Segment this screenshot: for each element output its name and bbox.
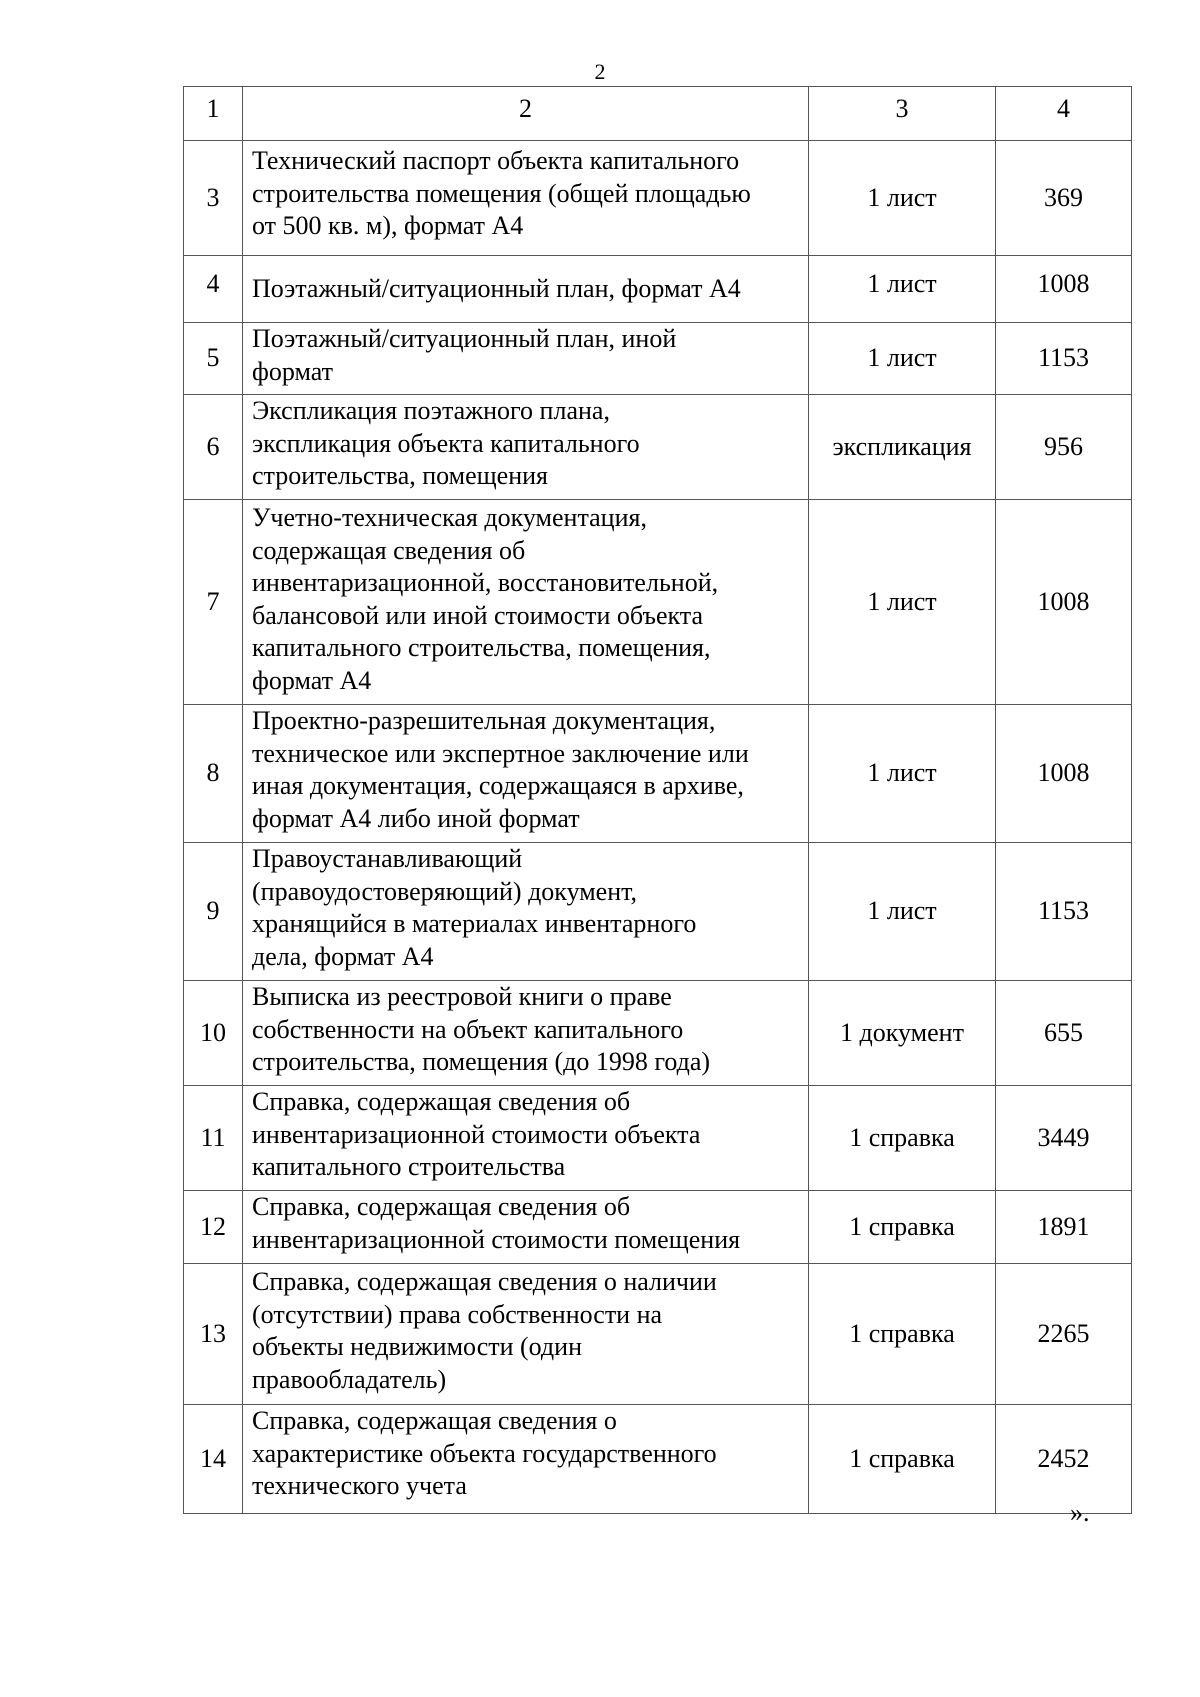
description-line: строительства, помещения	[252, 461, 549, 490]
description-line: техническое или экспертное заключение или	[252, 738, 749, 768]
description-line: формат А4 либо иной формат	[252, 803, 580, 833]
row-unit: 1 справка	[809, 1191, 996, 1264]
row-number: 11	[184, 1086, 243, 1191]
description-line: от 500 кв. м), формат А4	[252, 211, 524, 240]
row-unit: 1 лист	[809, 256, 996, 323]
row-description	[243, 981, 809, 1086]
description-line: иная документация, содержащаяся в архиве,	[252, 771, 744, 800]
row-description	[243, 256, 809, 323]
row-unit: 1 справка	[809, 1264, 996, 1405]
row-unit: 1 справка	[809, 1405, 996, 1514]
row-number: 13	[184, 1264, 243, 1405]
row-unit: 1 лист	[809, 500, 996, 705]
description-line: (отсутствии) права собственности на	[252, 1299, 663, 1329]
row-description	[243, 323, 809, 395]
table-row	[184, 843, 1132, 981]
table-row	[184, 1191, 1132, 1264]
page-number: 2	[594, 59, 606, 84]
row-price: 956	[996, 395, 1132, 500]
row-number: 14	[184, 1405, 243, 1514]
row-description	[243, 1264, 809, 1405]
description-line: строительства, помещения (до 1998 года)	[252, 1047, 711, 1076]
row-price: 2265	[996, 1264, 1132, 1405]
table-row	[184, 141, 1132, 256]
description-line: Технический паспорт объекта капитального	[252, 146, 740, 175]
row-description	[243, 843, 809, 981]
row-price: 1153	[996, 843, 1132, 981]
description-line: правообладатель)	[252, 1364, 447, 1394]
row-description	[243, 705, 809, 843]
row-number: 12	[184, 1191, 243, 1264]
description-line: Поэтажный/ситуационный план, формат А4	[252, 273, 741, 303]
row-number: 7	[184, 500, 243, 705]
table-row	[184, 256, 1132, 323]
description-line: Справка, содержащая сведения о	[252, 1406, 617, 1435]
description-line: инвентаризационной, восстановительной,	[252, 568, 719, 597]
fee-table	[183, 86, 1132, 1514]
table-row	[184, 1086, 1132, 1191]
description-line: инвентаризационной стоимости объекта	[252, 1119, 701, 1149]
description-line: хранящийся в материалах инвентарного	[252, 909, 697, 938]
row-unit: 1 документ	[809, 981, 996, 1086]
description-line: экспликация объекта капитального	[252, 428, 640, 458]
row-number: 6	[184, 395, 243, 500]
description-line: Справка, содержащая сведения об	[252, 1192, 631, 1221]
table-row	[184, 500, 1132, 705]
description-line: Правоустанавливающий	[252, 844, 523, 873]
row-description	[243, 1086, 809, 1191]
description-line: Справка, содержащая сведения об	[252, 1087, 631, 1116]
row-price: 2452	[996, 1405, 1132, 1514]
row-number: 5	[184, 323, 243, 395]
closing-quote-mark: ».	[1070, 1498, 1090, 1527]
row-price: 1891	[996, 1191, 1132, 1264]
description-line: содержащая сведения об	[252, 535, 526, 565]
row-number: 3	[184, 141, 243, 256]
row-description	[243, 1405, 809, 1514]
row-number: 4	[184, 256, 243, 323]
description-line: формат	[252, 356, 333, 386]
description-line: балансовой или иной стоимости объекта	[252, 600, 703, 630]
row-description	[243, 395, 809, 500]
row-price: 655	[996, 981, 1132, 1086]
row-number: 10	[184, 981, 243, 1086]
description-line: Проектно-разрешительная документация,	[252, 706, 716, 735]
row-unit: 1 лист	[809, 323, 996, 395]
column-header-4: 4	[996, 87, 1132, 141]
table-row	[184, 981, 1132, 1086]
row-description	[243, 1191, 809, 1264]
description-line: объекты недвижимости (один	[252, 1332, 582, 1361]
description-line: Экспликация поэтажного плана,	[252, 396, 610, 425]
description-line: капитального строительства, помещения,	[252, 633, 711, 662]
description-line: технического учета	[252, 1471, 467, 1500]
row-unit: 1 лист	[809, 843, 996, 981]
row-unit: экспликация	[809, 395, 996, 500]
table-row	[184, 1264, 1132, 1405]
description-line: характеристике объекта государственного	[252, 1438, 717, 1468]
column-header-3: 3	[809, 87, 996, 141]
description-line: Справка, содержащая сведения о наличии	[252, 1267, 717, 1296]
description-line: формат А4	[252, 665, 372, 695]
description-line: (правоудостоверяющий) документ,	[252, 876, 638, 906]
description-line: Выписка из реестровой книги о праве	[252, 982, 672, 1011]
description-line: инвентаризационной стоимости помещения	[252, 1224, 741, 1254]
table-row	[184, 705, 1132, 843]
column-header-1: 1	[184, 87, 243, 141]
description-line: Учетно-техническая документация,	[252, 503, 647, 532]
description-line: строительства помещения (общей площадью	[252, 178, 751, 208]
row-description	[243, 141, 809, 256]
row-unit: 1 справка	[809, 1086, 996, 1191]
column-header-2: 2	[243, 87, 809, 141]
row-price: 1008	[996, 500, 1132, 705]
row-description	[243, 500, 809, 705]
description-line: Поэтажный/ситуационный план, иной	[252, 324, 677, 353]
row-number: 8	[184, 705, 243, 843]
row-price: 1008	[996, 705, 1132, 843]
row-unit: 1 лист	[809, 705, 996, 843]
description-line: дела, формат А4	[252, 941, 434, 971]
table-header-row	[184, 87, 1132, 141]
row-price: 369	[996, 141, 1132, 256]
row-price: 3449	[996, 1086, 1132, 1191]
table-row	[184, 323, 1132, 395]
row-price: 1153	[996, 323, 1132, 395]
row-price: 1008	[996, 256, 1132, 323]
description-line: капитального строительства	[252, 1152, 566, 1181]
table-row	[184, 395, 1132, 500]
table-row	[184, 1405, 1132, 1514]
row-unit: 1 лист	[809, 141, 996, 256]
description-line: собственности на объект капитального	[252, 1014, 684, 1044]
row-number: 9	[184, 843, 243, 981]
